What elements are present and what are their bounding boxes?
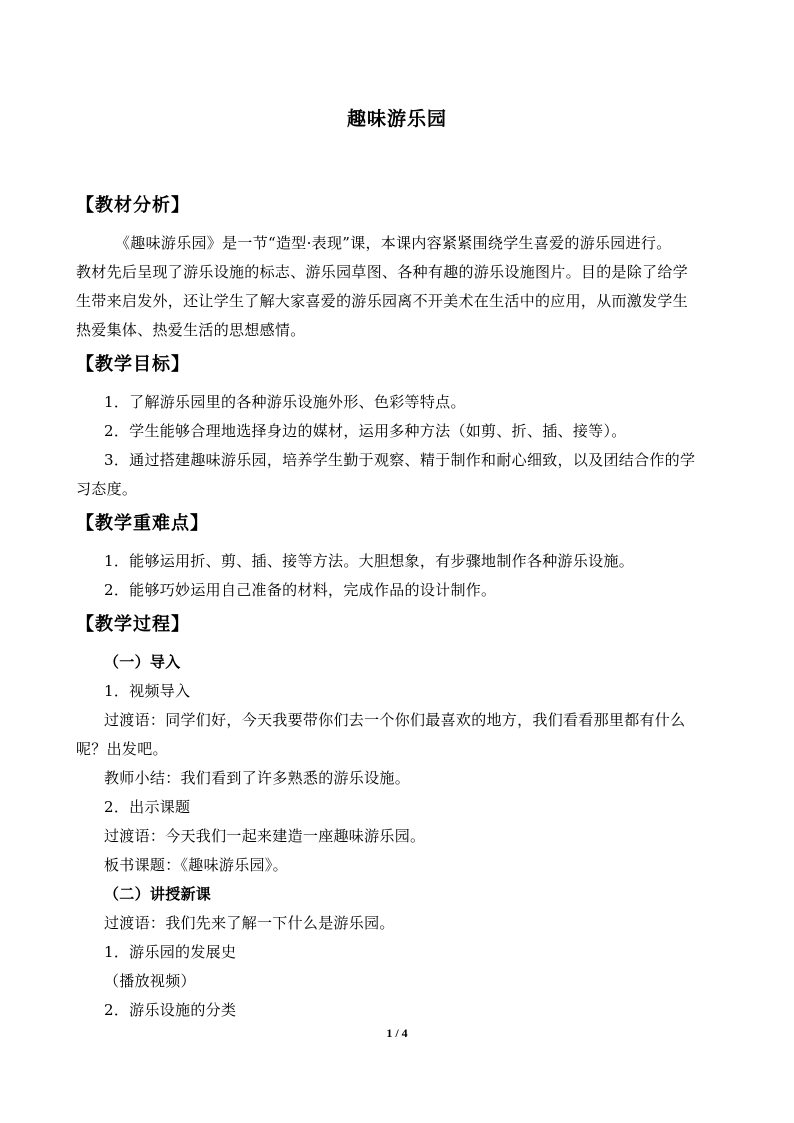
paragraph-line: 1．游乐园的发展史 xyxy=(104,943,237,961)
paragraph-line: 1．了解游乐园里的各种游乐设施外形、色彩等特点。 xyxy=(104,393,466,411)
paragraph-line: 过渡语：同学们好，今天我要带你们去一个你们最喜欢的地方，我们看看那里都有什么 xyxy=(104,711,686,729)
paragraph-line: 呢？出发吧。 xyxy=(76,740,168,758)
subsection-heading: （二）讲授新课 xyxy=(104,885,212,903)
paragraph-line: 2．游乐设施的分类 xyxy=(104,1001,237,1019)
paragraph-line: 教师小结：我们看到了许多熟悉的游乐设施。 xyxy=(104,769,411,787)
paragraph-line: 过渡语：今天我们一起来建造一座趣味游乐园。 xyxy=(104,827,426,845)
paragraph-line: 教材先后呈现了游乐设施的标志、游乐园草图、各种有趣的游乐设施图片。目的是除了给学 xyxy=(76,263,689,281)
page-title: 趣味游乐园 xyxy=(346,108,447,130)
paragraph-line: （播放视频） xyxy=(104,972,196,990)
paragraph-line: 热爱集体、热爱生活的思想感情。 xyxy=(76,321,306,339)
section-heading-keypoints: 【教学重难点】 xyxy=(76,513,209,534)
paragraph-line: 3．通过搭建趣味游乐园，培养学生勤于观察、精于制作和耐心细致，以及团结合作的学 xyxy=(104,451,696,469)
paragraph-line: 《趣味游乐园》是一节“造型·表现”课，本课内容紧紧围绕学生喜爱的游乐园进行。 xyxy=(115,234,672,252)
section-heading-goals: 【教学目标】 xyxy=(76,354,190,375)
paragraph-line: 板书课题：《趣味游乐园》。 xyxy=(104,856,288,874)
paragraph-line: 1．视频导入 xyxy=(104,682,191,700)
paragraph-line: 2．能够巧妙运用自己准备的材料，完成作品的设计制作。 xyxy=(104,581,497,599)
page-number: 1 / 4 xyxy=(386,1026,408,1040)
paragraph-line: 生带来启发外，还让学生了解大家喜爱的游乐园离不开美术在生活中的应用，从而激发学生 xyxy=(76,292,689,310)
subsection-heading: （一）导入 xyxy=(104,653,181,671)
paragraph-line: 2．出示课题 xyxy=(104,798,191,816)
paragraph-line: 习态度。 xyxy=(76,480,138,498)
paragraph-line: 2．学生能够合理地选择身边的媒材，运用多种方法（如剪、折、插、接等）。 xyxy=(104,422,627,440)
paragraph-line: 1．能够运用折、剪、插、接等方法。大胆想象，有步骤地制作各种游乐设施。 xyxy=(104,552,635,570)
section-heading-analysis: 【教材分析】 xyxy=(76,195,190,216)
paragraph-line: 过渡语：我们先来了解一下什么是游乐园。 xyxy=(104,914,395,932)
section-heading-process: 【教学过程】 xyxy=(76,614,190,635)
